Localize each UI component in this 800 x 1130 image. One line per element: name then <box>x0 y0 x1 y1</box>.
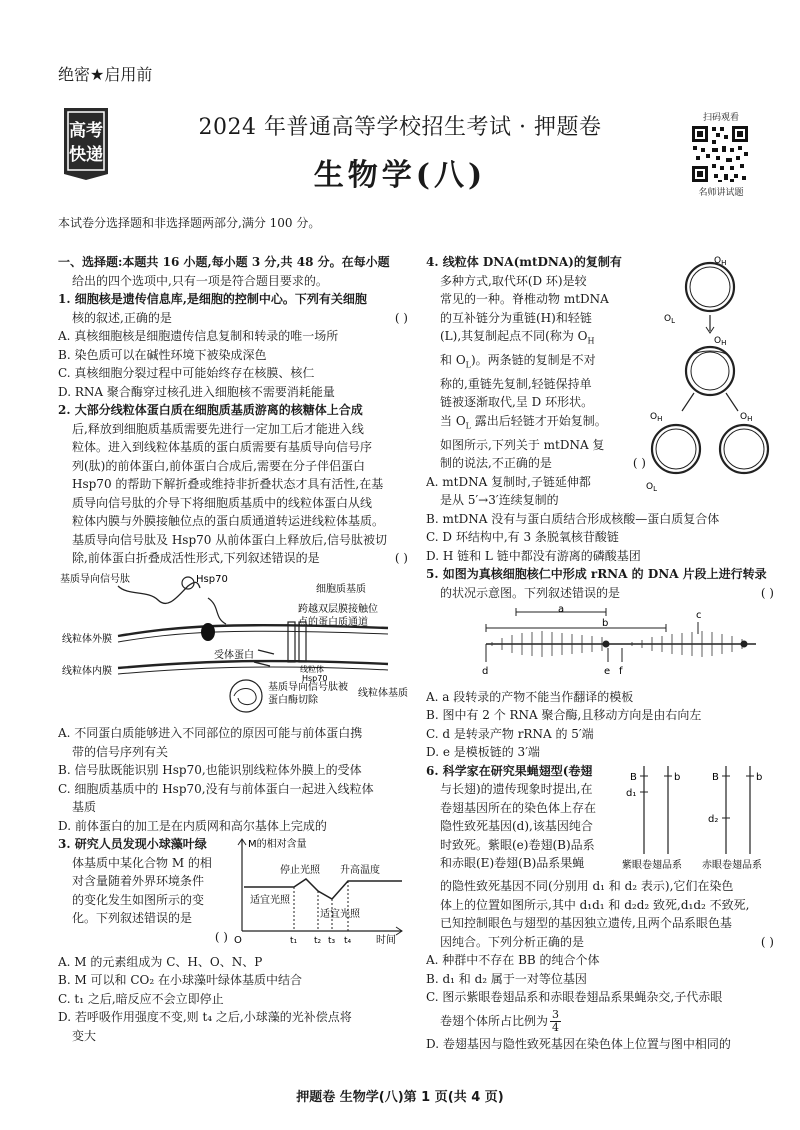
q5-option-a[interactable]: A. a 段转录的产物不能当作翻译的模板 <box>426 689 634 704</box>
q3-label-stop-light: 停止光照 <box>280 865 320 876</box>
q3-ylabel: M的相对含量 <box>248 839 307 850</box>
q4-option-a-cont: 是从 5′→3′连续复制的 <box>440 493 559 508</box>
outer-membrane-line <box>118 625 388 636</box>
q1-option-c[interactable]: C. 真核细胞分裂过程中可能始终存在核膜、核仁 <box>58 366 315 380</box>
channel-left-icon <box>288 622 295 662</box>
q5-option-b[interactable]: B. 图中有 2 个 RNA 聚合酶,且移动方向是由右向左 <box>426 708 702 723</box>
paper-intro: 本试卷分选择题和非选择题两部分,满分 100 分。 <box>58 216 321 230</box>
q2-label-cytoplasm: 细胞质基质 <box>316 583 366 595</box>
q3-tick-t3: t₃ <box>328 936 336 946</box>
q2-stem: 2. 大部分线粒体蛋白质在细胞质基质游离的核糖体上合成 <box>58 403 363 417</box>
q6-stem-l9: 已知控制眼色与翅型的基因独立遗传,且两个品系眼色基 <box>440 916 732 931</box>
q6-fig-d1: d₁ <box>626 787 637 799</box>
q3-answer-slot[interactable]: ( ) <box>214 929 228 944</box>
q3-option-d[interactable]: D. 若呼吸作用强度不变,则 t₄ 之后,小球藻的光补偿点将 <box>58 1010 352 1024</box>
exam-title: 2024 年普通高等学校招生考试 · 押题卷 <box>198 115 602 140</box>
q3-option-c[interactable]: C. t₁ 之后,暗反应不会立即停止 <box>58 991 224 1006</box>
q6-stem-l7: 的隐性致死基因不同(分别用 d₁ 和 d₂ 表示),它们在染色 <box>440 879 734 894</box>
q4-answer-slot[interactable]: ( ) <box>632 456 646 471</box>
q3-origin: O <box>234 935 242 946</box>
q3-tick-t2: t₂ <box>314 936 322 946</box>
q3-tick-t4: t₄ <box>344 936 352 946</box>
q2-label-mito-hsp2: Hsp70 <box>302 673 328 683</box>
left-column <box>58 253 408 1045</box>
signal-peptide-strand <box>118 582 200 603</box>
q3-stem: 3. 研究人员发现小球藻叶绿 <box>58 837 207 851</box>
q5-label-d: d <box>482 666 489 678</box>
q5-label-b: b <box>602 618 609 630</box>
q5-stem-l2: 的状况示意图。下列叙述错误的是 <box>440 585 621 600</box>
subject-title: 生物学(八) <box>313 158 487 193</box>
folded-protein-icon <box>230 680 262 712</box>
arrow-2 <box>254 662 270 666</box>
q6-figure <box>622 762 774 878</box>
q3-option-a[interactable]: A. M 的元素组成为 C、H、O、N、P <box>58 954 263 969</box>
q5-label-f: f <box>619 666 623 678</box>
q4-oh-2: $O_H$ <box>714 336 727 347</box>
q5-label-a: a <box>558 604 565 616</box>
confidential-label: 绝密★启用前 <box>58 65 153 84</box>
mtdna-ring-1 <box>686 263 734 311</box>
section-heading: 一、选择题:本题共 16 小题,每小题 3 分,共 48 分。在每小题 <box>58 255 390 269</box>
q6-fig-b-1: b <box>674 771 681 783</box>
q2-label-inner: 线粒体内膜 <box>62 665 112 677</box>
q2-label-receptor: 受体蛋白 <box>214 649 254 661</box>
q2-stem-l9: 除,前体蛋白折叠成活性形式,下列叙述错误的是 <box>72 551 320 565</box>
q5-option-d[interactable]: D. e 是模板链的 3′端 <box>426 745 540 760</box>
q2-stem-l2: 后,释放到细胞质基质需要先进行一定加工后才能进入线 <box>72 421 364 436</box>
qr-code[interactable] <box>690 124 750 184</box>
mtdna-ring-4 <box>720 425 768 473</box>
q1-option-d[interactable]: D. RNA 聚合酶穿过核孔进入细胞核不需要消耗能量 <box>58 384 335 399</box>
q2-label-hsp70: Hsp70 <box>196 573 228 585</box>
q6-option-a[interactable]: A. 种群中不存在 BB 的纯合个体 <box>426 953 600 968</box>
q5-polymerase-2 <box>741 641 748 648</box>
q4-stem: 4. 线粒体 DNA(mtDNA)的复制有 <box>426 255 622 269</box>
qr-caption-top: 扫码观看 <box>702 113 739 123</box>
q3-label-raise-temp: 升高温度 <box>340 865 380 876</box>
q4-stem-l11: 制的说法,不正确的是 <box>440 456 552 471</box>
q2-stem-l8: 基质导向信号肽及 Hsp70 从前体蛋白上释放后,信号肽被切 <box>72 532 388 547</box>
q2-label-signal: 基质导向信号肽 <box>60 573 130 585</box>
q4-stem-l2: 多种方式,取代环(D 环)是较 <box>440 273 587 288</box>
q2-figure <box>58 570 408 721</box>
q2-stem-l6: 质导向信号肽的介导下将细胞质基质中的线粒体蛋白从线 <box>72 495 373 510</box>
arrow-1 <box>258 650 274 654</box>
q6-stem-l3: 卷翅基因所在的染色体上存在 <box>440 800 597 815</box>
q6-answer-slot[interactable]: ( ) <box>760 934 774 949</box>
mtdna-ring-3 <box>652 425 700 473</box>
q3-label-good-light1: 适宜光照 <box>250 895 290 906</box>
q4-oh-1: $O_H$ <box>714 256 727 267</box>
q4-option-b[interactable]: B. mtDNA 没有与蛋白质结合形成核酸—蛋白质复合体 <box>426 511 720 526</box>
q3-xlabel: 时间 <box>376 935 396 946</box>
q2-option-a-cont: 带的信号序列有关 <box>72 744 169 759</box>
q2-label-matrix: 线粒体基质 <box>358 687 408 699</box>
q4-stem-l5: (L),其复制起点不同(称为 $O_H$ <box>440 329 595 346</box>
q6-fig-B-1: B <box>630 771 637 783</box>
q3-option-b[interactable]: B. M 可以和 CO₂ 在小球藻叶绿体基质中结合 <box>58 973 303 987</box>
channel-right-icon <box>299 622 306 662</box>
q6-stem-l4: 隐性致死基因(d),该基因纯合 <box>440 819 593 834</box>
q6-stem-l8: 体上的位置如图所示,其中 d₁d₁ 和 d₂d₂ 致死,d₁d₂ 不致死, <box>440 897 750 912</box>
q6-fig-d2: d₂ <box>708 813 719 825</box>
q4-stem-l4: 的互补链分为重链(H)和轻链 <box>440 310 592 325</box>
q6-stem-l5: 时致死。紫眼(e)卷翅(B)品系 <box>440 837 595 852</box>
section-heading-cont: 给出的四个选项中,只有一项是符合题目要求的。 <box>72 273 328 288</box>
q1-stem: 1. 细胞核是遗传信息库,是细胞的控制中心。下列有关细胞 <box>58 292 367 306</box>
q4-stem-l10: 如图所示,下列关于 mtDNA 复 <box>440 437 605 452</box>
q3-stem-l2: 体基质中某化合物 M 的相 <box>72 855 212 870</box>
q2-option-a[interactable]: A. 不同蛋白质能够进入不同部位的原因可能与前体蛋白携 <box>58 726 363 740</box>
q4-stem-l9: 当 $O_L$ 露出后轻链才开始复制。 <box>440 413 607 431</box>
q6-stem-l2: 与长翅)的遗传现象时提出,在 <box>440 782 593 797</box>
q6-option-d[interactable]: D. 卷翅基因与隐性致死基因在染色体上位置与图中相同的 <box>426 1036 731 1051</box>
q3-label-good-light2: 适宜光照 <box>320 909 360 920</box>
q6-fig-B-2: B <box>712 771 719 783</box>
q6-stem-l6: 和赤眼(E)卷翅(B)品系果蝇 <box>440 856 585 871</box>
q4-stem-l3: 常见的一种。脊椎动物 mtDNA <box>440 292 609 306</box>
q4-oh-3: $O_H$ <box>650 412 663 423</box>
q2-answer-slot[interactable]: ( ) <box>394 551 408 565</box>
q6-option-c[interactable]: C. 图示紫眼卷翅品系和赤眼卷翅品系果蝇杂交,子代赤眼 <box>426 990 723 1005</box>
q2-label-channel1: 跨越双层膜接触位 <box>298 603 378 615</box>
q1-stem-cont: 核的叙述,正确的是 <box>72 310 172 325</box>
q3-option-d-cont: 变大 <box>72 1028 97 1043</box>
logo-line2: 快递 <box>69 145 103 165</box>
q2-label-mito-hsp1: 线粒体 <box>300 664 324 674</box>
logo <box>60 104 112 182</box>
q2-stem-l7: 粒体内膜与外膜接触位点的蛋白质通道转运进线粒体基质。 <box>72 514 385 528</box>
q4-stem-l8: 链被逐渐取代,呈 D 环形状。 <box>440 395 594 410</box>
q4-ol-2: $O_L$ <box>646 482 657 491</box>
q4-figure <box>646 253 774 510</box>
q6-stem: 6. 科学家在研究果蝇翅型(卷翅 <box>426 763 593 778</box>
qr-caption-bottom: 名师讲试题 <box>698 188 744 198</box>
q3-stem-l5: 化。下列叙述错误的是 <box>72 911 193 925</box>
q1-option-a[interactable]: A. 真核细胞核是细胞遗传信息复制和转录的唯一场所 <box>58 329 339 343</box>
q3-figure <box>228 835 408 953</box>
q4-option-d[interactable]: D. H 链和 L 链中都没有游离的磷酸基团 <box>426 548 641 563</box>
q3-tick-t1: t₁ <box>290 936 298 946</box>
q2-option-c-cont: 基质 <box>72 800 97 814</box>
q4-stem-l7: 称的,重链先复制,轻链保持单 <box>440 376 592 391</box>
q4-stem-l6: 和 $O_L$)。两条链的复制是不对 <box>440 352 596 370</box>
q1-answer-slot[interactable]: ( ) <box>394 310 408 325</box>
q6-stem-l10: 因纯合。下列分析正确的是 <box>440 934 585 949</box>
q3-stem-l3: 对含量随着外界环境条件 <box>72 874 205 888</box>
q5-stem: 5. 如图为真核细胞核仁中形成 rRNA 的 DNA 片段上进行转录 <box>426 567 767 582</box>
q6-fig-red: 赤眼卷翅品系 <box>702 859 762 871</box>
right-column <box>426 253 774 1053</box>
q4-oh-4: $O_H$ <box>740 412 753 423</box>
q2-option-d[interactable]: D. 前体蛋白的加工是在内质网和高尔基体上完成的 <box>58 818 327 833</box>
q2-label-cut1: 基质导向信号肽被 <box>268 681 348 693</box>
q5-figure <box>426 604 774 684</box>
page-footer: 押题卷 生物学(八)第 1 页(共 4 页) <box>296 1090 504 1105</box>
q4-ol-1: $O_L$ <box>664 314 675 325</box>
q2-stem-l4: 列(肽)的前体蛋白,前体蛋白合成后,需要在分子伴侣蛋白 <box>72 458 365 473</box>
logo-line1: 高考 <box>69 121 103 141</box>
q2-label-outer: 线粒体外膜 <box>62 633 112 645</box>
q6-option-c-cont: 卷翅个体所占比例为 $\frac{3}{4}$ <box>440 1007 560 1034</box>
q2-label-channel2: 点的蛋白质通道 <box>298 616 368 628</box>
q2-stem-l5: Hsp70 的帮助下解折叠或维持非折叠状态才具有活性,在基 <box>72 477 384 491</box>
q5-polymerase-1 <box>603 641 610 648</box>
q5-label-c: c <box>696 610 702 622</box>
q4-option-c[interactable]: C. D 环结构中,有 3 条脱氧核苷酸链 <box>426 530 619 545</box>
q5-label-e: e <box>604 666 611 678</box>
q2-label-cut2: 蛋白酶切除 <box>268 694 318 706</box>
q6-fraction: $\frac{3}{4}$ <box>552 1007 560 1034</box>
q6-option-b[interactable]: B. d₁ 和 d₂ 属于一对等位基因 <box>426 971 587 986</box>
receptor-protein-icon <box>201 623 215 641</box>
q4-option-a[interactable]: A. mtDNA 复制时,子链延伸都 <box>426 474 591 489</box>
q1-option-b[interactable]: B. 染色质可以在碱性环境下被染成深色 <box>58 347 267 362</box>
q5-option-c[interactable]: C. d 是转录产物 rRNA 的 5′端 <box>426 726 594 741</box>
q2-option-c[interactable]: C. 细胞质基质中的 Hsp70,没有与前体蛋白一起进入线粒体 <box>58 781 374 796</box>
q6-fig-purple: 紫眼卷翅品系 <box>622 859 682 871</box>
q6-fig-b-2: b <box>756 771 763 783</box>
q5-answer-slot[interactable]: ( ) <box>760 585 774 600</box>
q2-option-b[interactable]: B. 信号肽既能识别 Hsp70,也能识别线粒体外膜上的受体 <box>58 763 362 777</box>
q3-stem-l4: 的变化发生如图所示的变 <box>72 892 205 907</box>
q2-stem-l3: 粒体。进入到线粒体基质的蛋白质需要有基质导向信号序 <box>72 440 373 454</box>
